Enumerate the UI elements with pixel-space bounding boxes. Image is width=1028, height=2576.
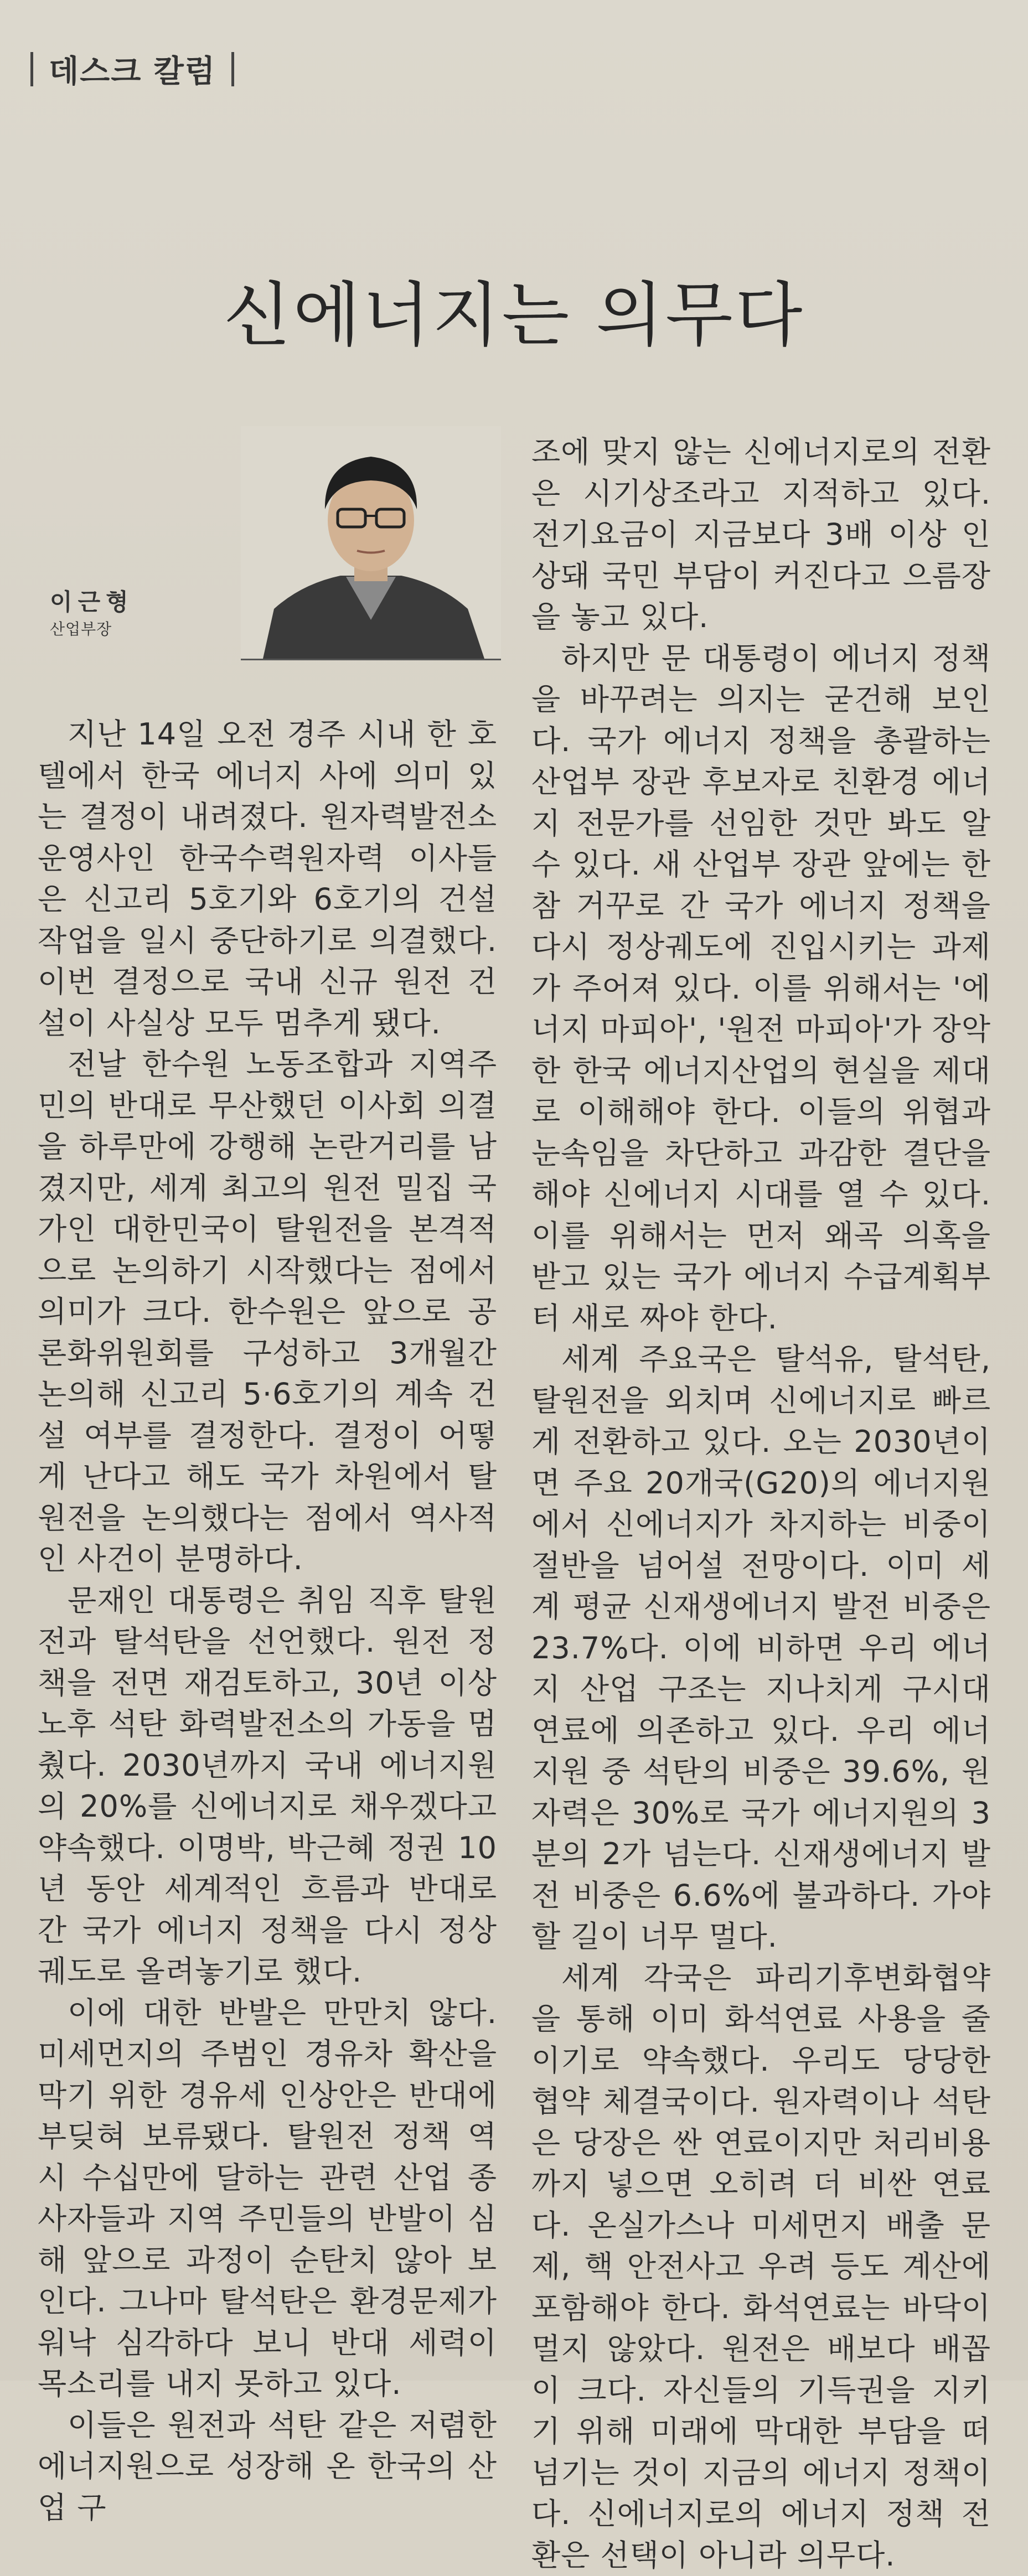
author-title: 산업부장 [50, 617, 112, 639]
author-name: 이근형 [50, 584, 134, 617]
paragraph: 세계 각국은 파리기후변화협약을 통해 이미 화석연료 사용을 줄이기로 약속했다. 우리도 당당한 협약 체결국이다. 원자력이나 석탄은 당장은 싼 연료이지만 처리비용까지 넣으면 오히려 더 비싼 연료다. 온실가스나 미세먼지 배출 문제, 핵 안전사고 우려 등도 계산에 포함해야 한다. 화석연료는 바닥이 멀지 않았다. 원전은 배보다 배꼽이 크다. 자신들의 기득권을 지키기 위해 미래에 막대한 부담을 떠넘기는 것이 지금의 에너지 정책이다. 신에너지로의 에너지 정책 전환은 선택이 아니라 의무다. [531, 1958, 991, 2576]
section-divider-left [30, 52, 33, 86]
section-label: 데스크 칼럼 [49, 47, 216, 91]
paragraph: 지난 14일 오전 경주 시내 한 호텔에서 한국 에너지 사에 의미 있는 결정이 내려졌다. 원자력발전소 운영사인 한국수력원자력 이사들은 신고리 5호기와 6호기의 건설 작업을 일시 중단하기로 의결했다. 이번 결정으로 국내 신규 원전 건설이 사실상 모두 멈추게 됐다. [38, 714, 497, 1044]
section-divider-right [231, 52, 234, 86]
paragraph: 이에 대한 반발은 만만치 않다. 미세먼지의 주범인 경유차 확산을 막기 위한 경유세 인상안은 반대에 부딪혀 보류됐다. 탈원전 정책 역시 수십만에 달하는 관련 산업 종사자들과 지역 주민들의 반발이 심해 앞으로 과정이 순탄치 않아 보인다. 그나마 탈석탄은 환경문제가 워낙 심각하다 보니 반대 세력이 목소리를 내지 못하고 있다. [38, 1993, 497, 2405]
paragraph: 조에 맞지 않는 신에너지로의 전환은 시기상조라고 지적하고 있다. 전기요금이 지금보다 3배 이상 인상돼 국민 부담이 커진다고 으름장을 놓고 있다. [531, 432, 991, 638]
headline: 신에너지는 의무다 [0, 260, 1028, 360]
author-photo [241, 426, 501, 659]
byline [39, 426, 482, 670]
section-header [30, 47, 234, 91]
paragraph: 이들은 원전과 석탄 같은 저렴한 에너지원으로 성장해 온 한국의 산업 구 [38, 2405, 497, 2529]
column-left [38, 714, 497, 2528]
photo-underline [241, 659, 501, 660]
paragraph: 하지만 문 대통령이 에너지 정책을 바꾸려는 의지는 굳건해 보인다. 국가 에너지 정책을 총괄하는 산업부 장관 후보자로 친환경 에너지 전문가를 선임한 것만 봐도 알 수 있다. 새 산업부 장관 앞에는 한참 거꾸로 간 국가 에너지 정책을 다시 정상궤도에 진입시키는 과제가 주어져 있다. 이를 위해서는 '에너지 마피아', '원전 마피아'가 장악한 한국 에너지산업의 현실을 제대로 이해해야 한다. 이들의 위협과 눈속임을 차단하고 과감한 결단을 해야 신에너지 시대를 열 수 있다. 이를 위해서는 먼저 왜곡 의혹을 받고 있는 국가 에너지 수급계획부터 새로 짜야 한다. [531, 638, 991, 1339]
paragraph: 세계 주요국은 탈석유, 탈석탄, 탈원전을 외치며 신에너지로 빠르게 전환하고 있다. 오는 2030년이면 주요 20개국(G20)의 에너지원에서 신에너지가 차지하는 비중이 절반을 넘어설 전망이다. 이미 세계 평균 신재생에너지 발전 비중은 23.7%다. 이에 비하면 우리 에너지 산업 구조는 지나치게 구시대 연료에 의존하고 있다. 우리 에너지원 중 석탄의 비중은 39.6%, 원자력은 30%로 국가 에너지원의 3분의 2가 넘는다. 신재생에너지 발전 비중은 6.6%에 불과하다. 가야 할 길이 너무 멀다. [531, 1339, 991, 1958]
paragraph: 전날 한수원 노동조합과 지역주민의 반대로 무산했던 이사회 의결을 하루만에 강행해 논란거리를 남겼지만, 세계 최고의 원전 밀집 국가인 대한민국이 탈원전을 본격적으로 논의하기 시작했다는 점에서 의미가 크다. 한수원은 앞으로 공론화위원회를 구성하고 3개월간 논의해 신고리 5·6호기의 계속 건설 여부를 결정한다. 결정이 어떻게 난다고 해도 국가 차원에서 탈원전을 논의했다는 점에서 역사적인 사건이 분명하다. [38, 1044, 497, 1580]
column-right [531, 432, 991, 2576]
paragraph: 문재인 대통령은 취임 직후 탈원전과 탈석탄을 선언했다. 원전 정책을 전면 재검토하고, 30년 이상 노후 석탄 화력발전소의 가동을 멈췄다. 2030년까지 국내 에너지원의 20%를 신에너지로 채우겠다고 약속했다. 이명박, 박근혜 정권 10년 동안 세계적인 흐름과 반대로 간 국가 에너지 정책을 다시 정상궤도로 올려놓기로 했다. [38, 1580, 497, 1993]
